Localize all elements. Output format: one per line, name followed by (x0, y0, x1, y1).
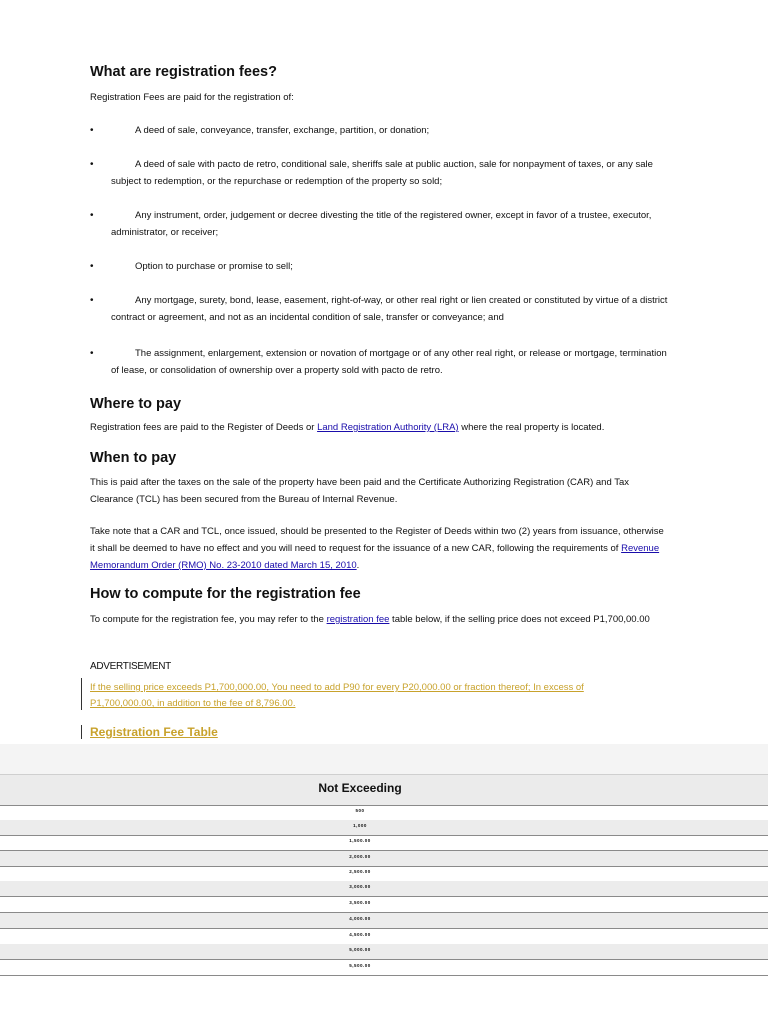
bullet-icon: • (90, 295, 94, 306)
heading-where-to-pay: Where to pay (90, 396, 182, 412)
table-header (0, 774, 768, 806)
table-row: 500 (0, 805, 768, 821)
rmo-link[interactable]: Revenue Memorandum Order (RMO) No. 23-2010 dated March 15, 2010 (90, 543, 660, 571)
registration-fee-table-link[interactable]: Registration Fee Table (90, 725, 218, 739)
quote-bar (81, 725, 82, 739)
table-row: 2,000.00 (0, 851, 768, 867)
intro-paragraph: Registration Fees are paid for the registration of: (90, 92, 294, 103)
quote-bar (81, 678, 82, 710)
table-row: 5,000.00 (0, 944, 768, 960)
when-paragraph-2: Take note that a CAR and TCL, once issued, should be presented to the Register of Deeds within two (2) years from issuance, otherwise it shall be deemed to have no effect and you will need to request for the issuance of a new CAR, following the requirements of Revenue Memorandum Order (RMO) No. 23-2010 dated March 15, 2010. (90, 526, 664, 571)
heading-when-to-pay: When to pay (90, 450, 177, 466)
table-top-band (0, 744, 768, 774)
when-paragraph-1: This is paid after the taxes on the sale of the property have been paid and the Certificate Authorizing Registration (CAR) and Tax Clearance (TCL) has been secured from the Bureau of Internal Revenue. (90, 477, 629, 505)
advertisement-label: ADVERTISEMENT (90, 661, 171, 672)
registration-fee-link[interactable]: registration fee (326, 614, 390, 625)
table-row: 3,500.00 (0, 897, 768, 913)
table-row: 5,500.00 (0, 960, 768, 976)
table-row: 1,000 (0, 820, 768, 836)
heading-how-to-compute: How to compute for the registration fee (90, 586, 361, 602)
where-paragraph: Registration fees are paid to the Register of Deeds or Land Registration Authority (LRA) where the real property is located. (90, 422, 605, 433)
table-row: 2,500.00 (0, 866, 768, 882)
table-row: 4,500.00 (0, 929, 768, 945)
fee-excess-note[interactable]: If the selling price exceeds P1,700,000.00, You need to add P90 for every P20,000.00 or fraction thereof; In excess of P1,700,000.00, in addition to the fee of 8,796.00. (90, 682, 584, 709)
bullet-icon: • (90, 348, 94, 359)
table-row: 1,500.00 (0, 835, 768, 851)
lra-link[interactable]: Land Registration Authority (LRA) (317, 422, 459, 433)
bullet-icon: • (90, 261, 94, 272)
table-row: 4,000.00 (0, 913, 768, 929)
bullet-icon: • (90, 159, 94, 170)
how-paragraph: To compute for the registration fee, you may refer to the registration fee table below, if the selling price does not exceed P1,700,00.00 (90, 614, 650, 625)
table-row: 3,000.00 (0, 881, 768, 897)
bullet-icon: • (90, 125, 94, 136)
heading-what-are-registration-fees: What are registration fees? (90, 64, 277, 80)
column-header-not-exceeding: Not Exceeding (318, 781, 402, 795)
bullet-icon: • (90, 210, 94, 221)
